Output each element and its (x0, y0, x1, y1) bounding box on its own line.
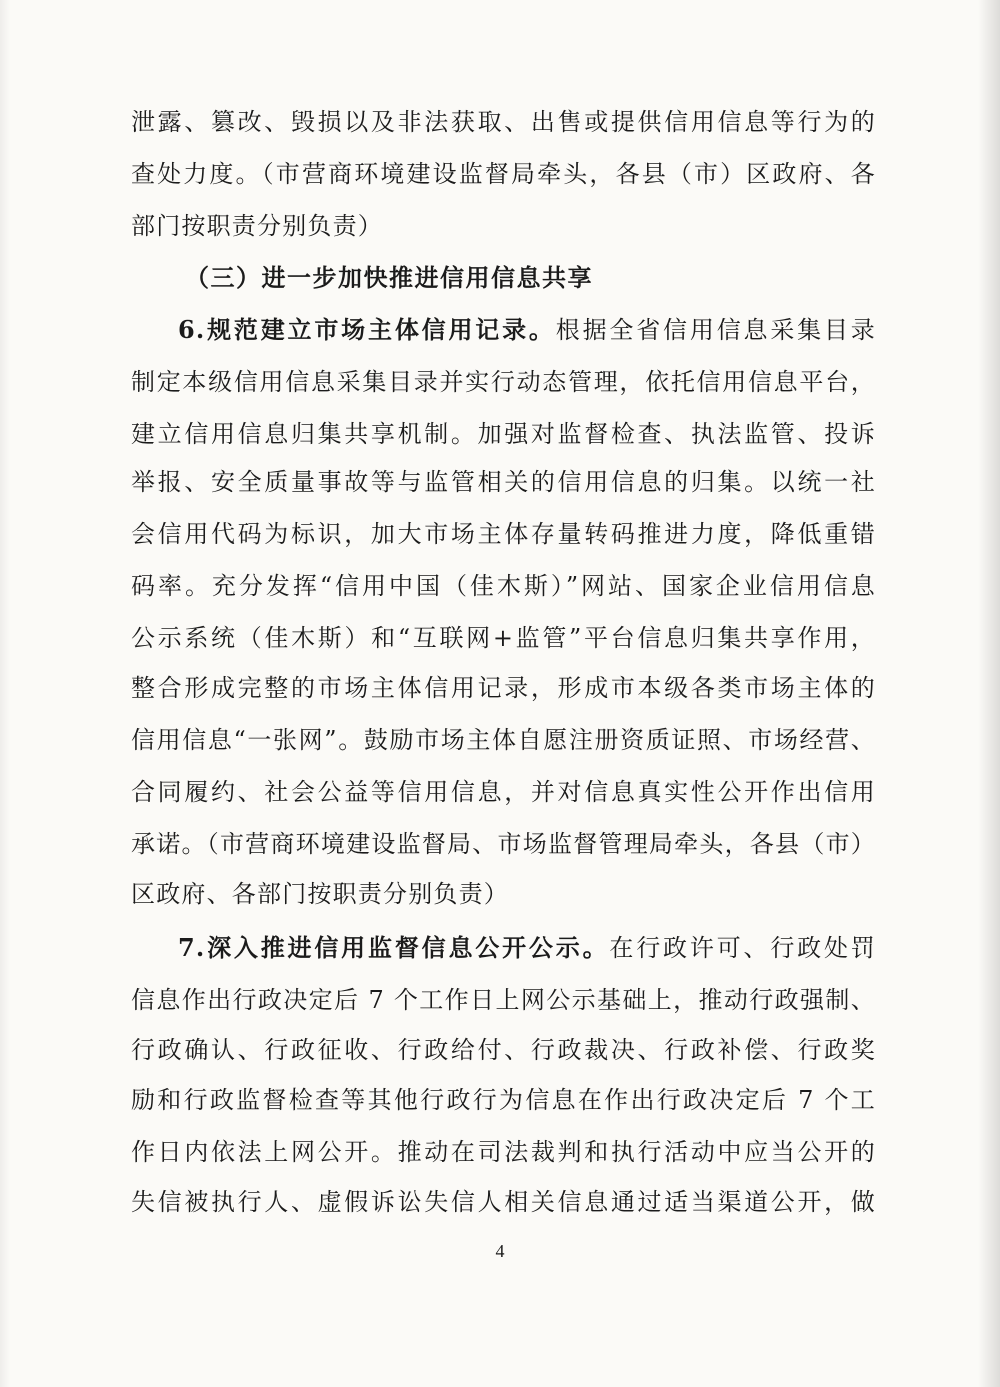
item6-line: 会信用代码为标识，加大市场主体存量转码推进力度，降低重错 (131, 520, 876, 548)
item7-first-line (178, 932, 876, 964)
item6-line: 整合形成完整的市场主体信用记录，形成市本级各类市场主体的 (131, 674, 876, 702)
item7-line: 失信被执行人、虚假诉讼失信人相关信息通过适当渠道公开，做 (131, 1188, 876, 1216)
item7-line: 作日内依法上网公开。推动在司法裁判和执行活动中应当公开的 (131, 1138, 876, 1166)
item6-line: 建立信用信息归集共享机制。加强对监督检查、执法监管、投诉 (131, 420, 876, 448)
item6-line: 公示系统（佳木斯）和“互联网+监管”平台信息归集共享作用， (131, 624, 876, 652)
item6-line: 码率。充分发挥“信用中国（佳木斯）”网站、国家企业信用信息 (131, 572, 876, 600)
item6-line: 信用信息“一张网”。鼓励市场主体自愿注册资质证照、市场经营、 (131, 726, 876, 754)
intro-line-1: 泄露、篡改、毁损以及非法获取、出售或提供信用信息等行为的 (131, 108, 876, 136)
item6-lead: 6.规范建立市场主体信用记录。 (178, 315, 556, 344)
item6-line: 制定本级信用信息采集目录并实行动态管理，依托信用信息平台， (131, 368, 876, 396)
scan-shadow-right (978, 0, 1000, 1387)
item6-line: 承诺。（市营商环境建设监督局、市场监督管理局牵头，各县（市） (131, 830, 876, 858)
scan-shadow-left (0, 0, 10, 1387)
page-number: 4 (495, 1241, 505, 1261)
item7-first-line-rest: 在行政许可、行政处罚 (609, 934, 876, 962)
item6-line: 区政府、各部门按职责分别负责） (131, 880, 509, 908)
item7-line: 行政确认、行政征收、行政给付、行政裁决、行政补偿、行政奖 (131, 1036, 876, 1064)
section-heading: （三）进一步加快推进信用信息共享 (185, 263, 593, 292)
item7-line: 信息作出行政决定后 7 个工作日上网公示基础上，推动行政强制、 (131, 986, 876, 1014)
item7-lead: 7.深入推进信用监督信息公开公示。 (178, 933, 610, 962)
item6-first-line (178, 314, 876, 346)
item7-line: 励和行政监督检查等其他行政行为信息在作出行政决定后 7 个工 (131, 1086, 876, 1114)
item6-first-line-rest: 根据全省信用信息采集目录 (555, 316, 876, 344)
item6-line: 举报、安全质量事故等与监管相关的信用信息的归集。以统一社 (131, 468, 876, 496)
intro-line-2: 查处力度。（市营商环境建设监督局牵头，各县（市）区政府、各 (131, 160, 876, 188)
item6-line: 合同履约、社会公益等信用信息，并对信息真实性公开作出信用 (131, 778, 876, 806)
intro-line-3: 部门按职责分别负责） (131, 212, 383, 240)
